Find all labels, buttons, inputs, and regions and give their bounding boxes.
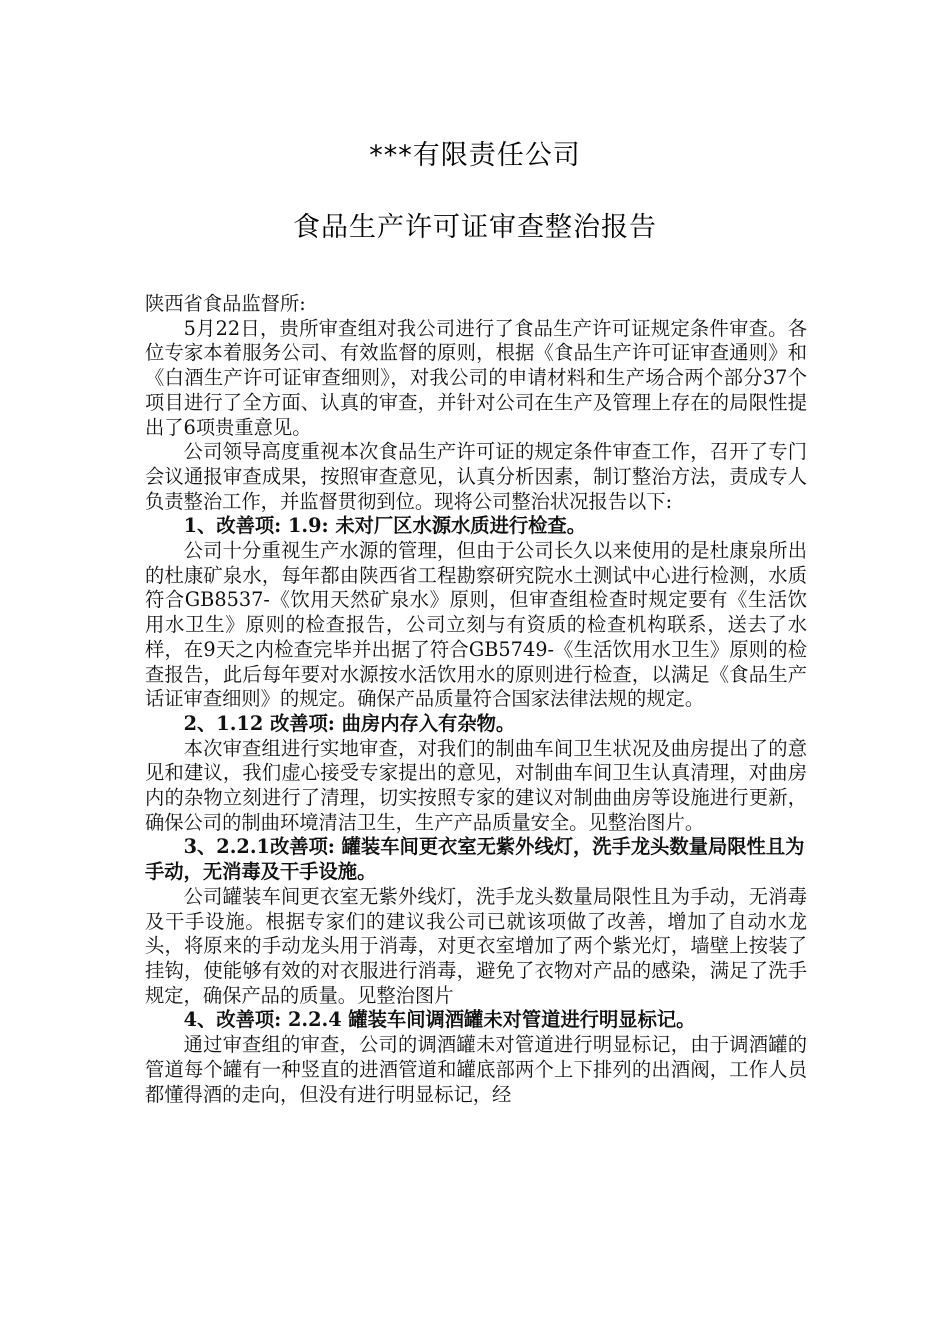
item-1-text: 公司十分重视生产水源的管理，但由于公司长久以来使用的是杜康泉所出的杜康矿泉水，每年都由陕西省工程勘察研究院水土测试中心进行检测，水质符合GB8537-《饮用天然矿泉水》原则，但审查组检查时规定要有《生活饮用水卫生》原则的检查报告，公司立刻与有资质的检查机构联系，送去了水样，在9天之内检查完毕并出据了符合GB5749-《生活饮用水卫生》原则的检查报告，此后每年要对水源按水活饮用水的原则进行检查，以满足《食品生产话证审查细则》的规定。确保产品质量符合国家法律法规的规定。 xyxy=(145,539,807,711)
report-title: 食品生产许可证审查整治报告 xyxy=(293,212,657,243)
intro-paragraph-2: 公司领导高度重视本次食品生产许可证的规定条件审查工作，召开了专门会议通报审查成果，按照审查意见，认真分析因素，制订整治方法，责成专人负责整治工作，并监督贯彻到位。现将公司整治状况报告以下: xyxy=(145,440,807,513)
item-3-heading: 3、2.2.1改善项: 罐装车间更衣室无紫外线灯，洗手龙头数量局限性且为手动，无消毒及干手设施。 xyxy=(145,835,805,884)
company-name: ***有限责任公司 xyxy=(369,140,581,171)
item-3-text: 公司罐装车间更衣室无紫外线灯，洗手龙头数量局限性且为手动，无消毒及干手设施。根据专家们的建议我公司已就该项做了改善，增加了自动水龙头，将原来的手动龙头用于消毒，对更衣室增加了两个紫光灯，墙壁上按装了挂钩，使能够有效的对衣服进行消毒，避免了衣物对产品的感染，满足了洗手规定，确保产品的质量。见整治图片 xyxy=(145,884,807,1007)
item-2-text: 本次审查组进行实地审查，对我们的制曲车间卫生状况及曲房提出了的意见和建议，我们虚心接受专家提出的意见，对制曲车间卫生认真清理，对曲房内的杂物立刻进行了清理，切实按照专家的建议对制曲曲房等设施进行更新，确保公司的制曲环境清洁卫生，生产产品质量安全。见整治图片。 xyxy=(145,736,807,834)
intro-paragraph-1: 5月22日，贵所审查组对我公司进行了食品生产许可证规定条件审查。各位专家本着服务公司、有效监督的原则，根据《食品生产许可证审查通则》和《白酒生产许可证审查细则》，对我公司的申请材料和生产场合两个部分37个项目进行了全方面、认真的审查，并针对公司在生产及管理上存在的局限性提出了6项贵重意见。 xyxy=(145,316,807,439)
item-4-text: 通过审查组的审查，公司的调酒罐未对管道进行明显标记，由于调酒罐的管道每个罐有一种竖直的进酒管道和罐底部两个上下排列的出酒阀，工作人员都懂得酒的走向，但没有进行明显标记，经 xyxy=(145,1033,807,1106)
item-1-heading: 1、改善项: 1.9: 未对厂区水源水质进行检查。 xyxy=(183,514,586,538)
report-body xyxy=(145,292,807,1107)
salutation: 陕西省食品监督所: xyxy=(145,292,306,315)
item-4-heading: 4、改善项: 2.2.4 罐装车间调酒罐未对管道进行明显标记。 xyxy=(183,1008,696,1032)
item-2-heading: 2、1.12 改善项: 曲房内存入有杂物。 xyxy=(183,711,516,735)
